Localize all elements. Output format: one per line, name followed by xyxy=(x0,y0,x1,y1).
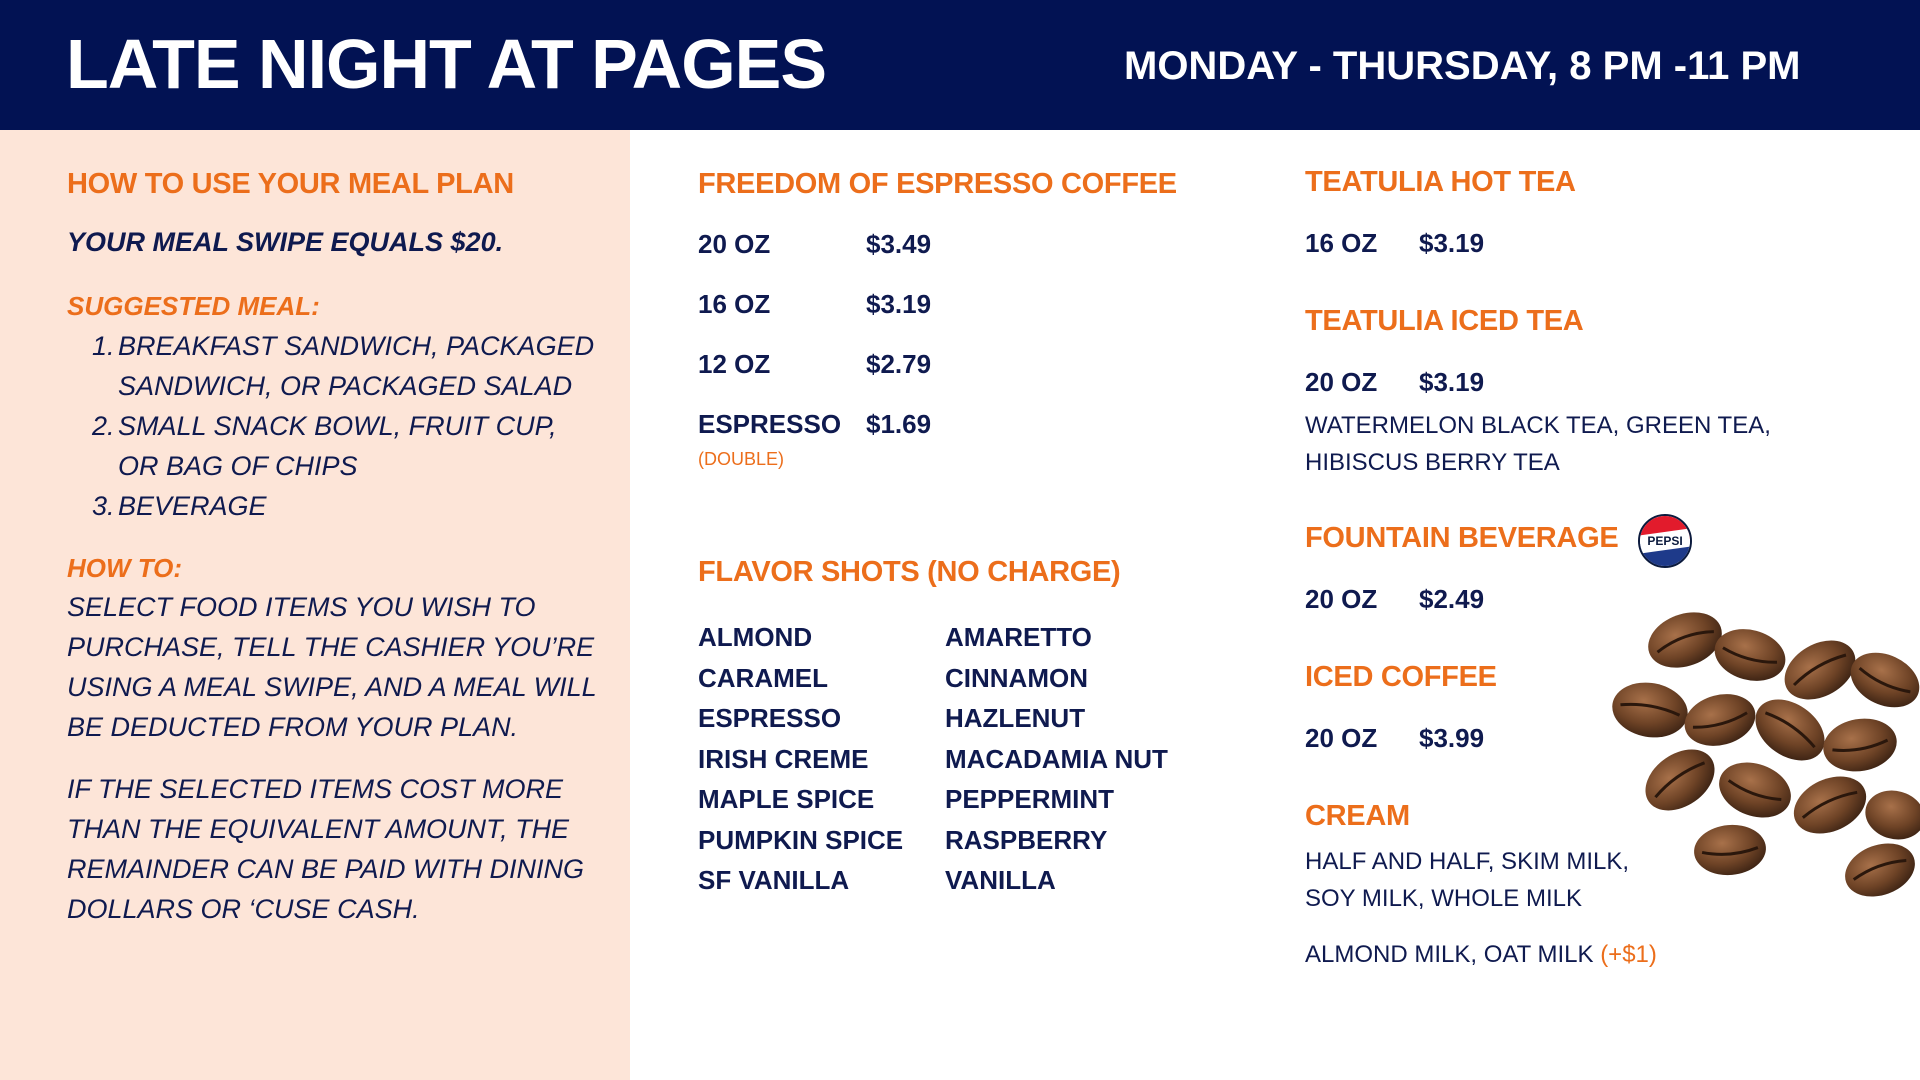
flavor-item: HAZLENUT xyxy=(945,703,1086,733)
suggested-item-3 xyxy=(92,486,267,526)
iced-coffee-price: $3.99 xyxy=(1419,723,1485,753)
flavor-item: AMARETTO xyxy=(945,622,1092,652)
suggested-item-line: OR BAG OF CHIPS xyxy=(118,451,358,481)
iced-tea-size: 20 OZ xyxy=(1305,367,1378,397)
flavor-item: MACADAMIA NUT xyxy=(945,743,1168,774)
espresso-size: 16 OZ xyxy=(698,289,771,319)
suggested-item-number: 3. xyxy=(92,491,115,521)
header-bar xyxy=(0,0,1920,130)
fountain-price: $2.49 xyxy=(1419,584,1485,614)
iced-tea-heading: TEATULIA ICED TEA xyxy=(1305,305,1584,337)
suggested-item-2 xyxy=(92,406,557,486)
suggested-item-number: 1. xyxy=(92,331,115,361)
extra-line: REMAINDER CAN BE PAID WITH DINING xyxy=(67,854,585,884)
suggested-meal-heading: SUGGESTED MEAL: xyxy=(67,291,320,321)
flavor-list-col1 xyxy=(698,617,903,901)
espresso-heading: FREEDOM OF ESPRESSO COFFEE xyxy=(698,168,1177,200)
suggested-item-line: BEVERAGE xyxy=(118,491,267,521)
espresso-price: $3.49 xyxy=(866,229,932,259)
extra-line: THAN THE EQUIVALENT AMOUNT, THE xyxy=(67,814,570,844)
flavor-item: RASPBERRY xyxy=(945,824,1108,855)
howto-line: PURCHASE, TELL THE CASHIER YOU’RE xyxy=(67,632,595,662)
extra-line: IF THE SELECTED ITEMS COST MORE xyxy=(67,774,564,804)
flavor-item: CARAMEL xyxy=(698,662,828,693)
hot-tea-heading: TEATULIA HOT TEA xyxy=(1305,166,1576,198)
cream-line: HALF AND HALF, SKIM MILK, xyxy=(1305,848,1630,875)
flavor-shots-heading: FLAVOR SHOTS (NO CHARGE) xyxy=(698,556,1121,588)
howto-heading: HOW TO: xyxy=(67,553,183,583)
extra-cost-text xyxy=(67,769,584,929)
espresso-size: 12 OZ xyxy=(698,349,771,379)
flavor-item: MAPLE SPICE xyxy=(698,784,875,814)
meal-plan-heading: HOW TO USE YOUR MEAL PLAN xyxy=(67,168,514,200)
suggested-item-line: BREAKFAST SANDWICH, PACKAGED xyxy=(118,331,595,361)
fountain-size: 20 OZ xyxy=(1305,584,1378,614)
iced-coffee-size: 20 OZ xyxy=(1305,723,1378,753)
flavor-item: PEPPERMINT xyxy=(945,784,1115,814)
alt-milk-price: (+$1) xyxy=(1600,941,1657,968)
suggested-item-number: 2. xyxy=(92,411,115,441)
espresso-price: $2.79 xyxy=(866,349,932,379)
iced-coffee-heading: ICED COFFEE xyxy=(1305,661,1497,693)
hot-tea-size: 16 OZ xyxy=(1305,228,1378,258)
iced-tea-flavors xyxy=(1305,407,1771,481)
extra-line: DOLLARS OR ‘CUSE CASH. xyxy=(67,894,420,924)
iced-tea-flavor-line: WATERMELON BLACK TEA, GREEN TEA, xyxy=(1305,412,1771,439)
cream-heading: CREAM xyxy=(1305,800,1410,832)
suggested-item-1 xyxy=(92,326,594,406)
flavor-item: VANILLA xyxy=(945,865,1056,895)
coffee-beans-image xyxy=(1590,600,1920,910)
suggested-item-line: SMALL SNACK BOWL, FRUIT CUP, xyxy=(118,411,557,441)
hours-text: MONDAY - THURSDAY, 8 PM -11 PM xyxy=(1124,44,1801,88)
pepsi-logo-icon xyxy=(1638,514,1692,568)
espresso-price: $1.69 xyxy=(866,409,932,439)
espresso-size: 20 OZ xyxy=(698,229,771,259)
espresso-price: $3.19 xyxy=(866,289,932,319)
flavor-item: ESPRESSO xyxy=(698,703,842,733)
alt-milk-line xyxy=(1305,936,1657,973)
flavor-item: IRISH CREME xyxy=(698,743,869,774)
flavor-item: CINNAMON xyxy=(945,662,1088,693)
flavor-item: PUMPKIN SPICE xyxy=(698,824,904,855)
page-title: LATE NIGHT AT PAGES xyxy=(66,25,827,103)
cream-line: SOY MILK, WHOLE MILK xyxy=(1305,885,1582,912)
cream-options xyxy=(1305,843,1629,917)
alt-milk-text: ALMOND MILK, OAT MILK xyxy=(1305,941,1594,968)
flavor-list-col2 xyxy=(945,617,1168,901)
suggested-item-line: SANDWICH, OR PACKAGED SALAD xyxy=(118,371,573,401)
iced-tea-price: $3.19 xyxy=(1419,367,1485,397)
flavor-item: SF VANILLA xyxy=(698,865,850,895)
hot-tea-price: $3.19 xyxy=(1419,228,1485,258)
espresso-double-note: (DOUBLE) xyxy=(698,449,785,469)
espresso-size: ESPRESSO xyxy=(698,409,842,439)
iced-tea-flavor-line: HIBISCUS BERRY TEA xyxy=(1305,449,1560,476)
howto-line: USING A MEAL SWIPE, AND A MEAL WILL xyxy=(67,672,597,702)
howto-text xyxy=(67,587,597,747)
pepsi-logo-text: PEPSI xyxy=(1647,534,1683,548)
howto-line: SELECT FOOD ITEMS YOU WISH TO xyxy=(67,592,536,622)
swipe-value-text: YOUR MEAL SWIPE EQUALS $20. xyxy=(67,227,504,257)
flavor-item: ALMOND xyxy=(698,622,813,652)
howto-line: BE DEDUCTED FROM YOUR PLAN. xyxy=(67,712,519,742)
fountain-heading: FOUNTAIN BEVERAGE xyxy=(1305,522,1619,554)
